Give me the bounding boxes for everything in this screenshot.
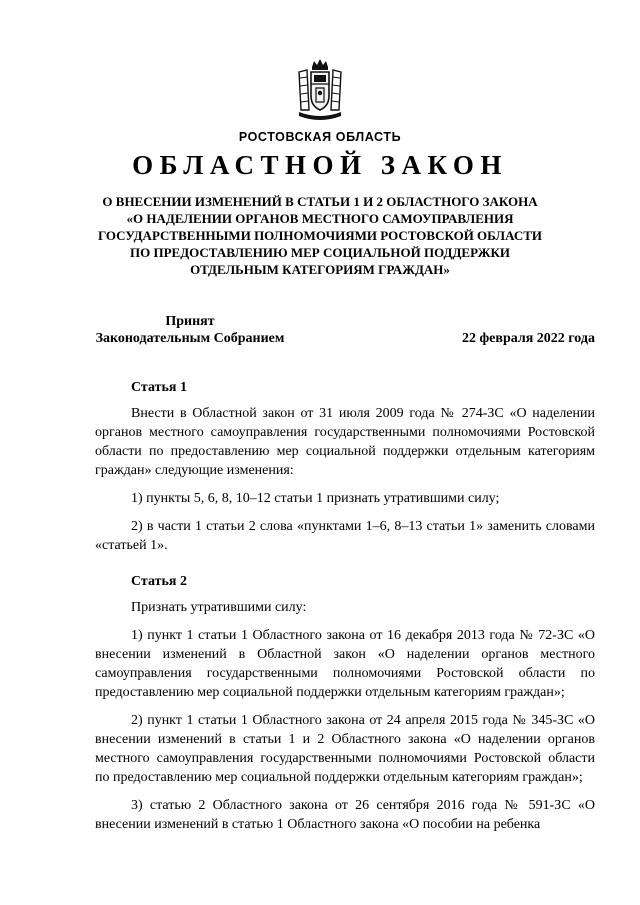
law-subject [60,193,580,278]
subject-line: ОТДЕЛЬНЫМ КАТЕГОРИЯМ ГРАЖДАН» [190,262,450,277]
subject-line: О ВНЕСЕНИИ ИЗМЕНЕНИЙ В СТАТЬИ 1 И 2 ОБЛАСТНОГО ЗАКОНА [102,194,538,209]
adoption-label: Принят [165,314,215,329]
document-body [95,378,595,834]
adopting-body: Законодательным Собранием [95,331,285,346]
subject-line: ПО ПРЕДОСТАВЛЕНИЮ МЕР СОЦИАЛЬНОЙ ПОДДЕРЖКИ [130,245,510,260]
coat-of-arms-emblem [293,58,347,124]
region-name: РОСТОВСКАЯ ОБЛАСТЬ [238,130,402,144]
subject-line: ГОСУДАРСТВЕННЫМИ ПОЛНОМОЧИЯМИ РОСТОВСКОЙ ОБЛАСТИ [97,228,543,243]
document-title: ОБЛАСТНОЙ ЗАКОН [132,150,508,180]
adoption-date: 22 февраля 2022 года [462,331,595,346]
article-paragraph: 3) статью 2 Областного закона от 26 сентября 2016 года № 591-ЗС «О внесении изменений в статью 1 Областного закона «О пособии на ребенка [95,798,595,832]
article-heading: Статья 2 [131,574,187,589]
article-paragraph: 1) пункт 1 статьи 1 Областного закона от 16 декабря 2013 года № 72-ЗС «О внесении изменений в Областной закон «О наделении органов местного самоуправления государственными полномочиями Ростовской области по предоставлению мер социальной поддержки отдельным категориям граждан»; [95,628,595,700]
adoption-block [90,313,290,347]
article-paragraph: 2) в части 1 статьи 2 слова «пунктами 1–6, 8–13 статьи 1» заменить словами «статьей 1». [95,519,595,553]
subject-line: «О НАДЕЛЕНИИ ОРГАНОВ МЕСТНОГО САМОУПРАВЛЕНИЯ [126,211,514,226]
article-paragraph: Внести в Областной закон от 31 июля 2009 года № 274-ЗС «О наделении органов местного самоуправления государственными полномочиями Ростовской области по предоставлению мер социальной поддержки отдельным категориям граждан» следующие изменения: [95,406,595,478]
article-paragraph: 2) пункт 1 статьи 1 Областного закона от 24 апреля 2015 года № 345-ЗС «О внесении изменений в статьи 1 и 2 Областного закона «О наделении органов местного самоуправления государственными полномочиями Ростовской области по предоставлению мер социальной поддержки отдельным категориям граждан»; [95,713,595,785]
article-heading: Статья 1 [131,380,187,395]
article-paragraph: 1) пункты 5, 6, 8, 10–12 статьи 1 признать утратившими силу; [131,491,500,506]
article-paragraph: Признать утратившими силу: [131,600,307,615]
